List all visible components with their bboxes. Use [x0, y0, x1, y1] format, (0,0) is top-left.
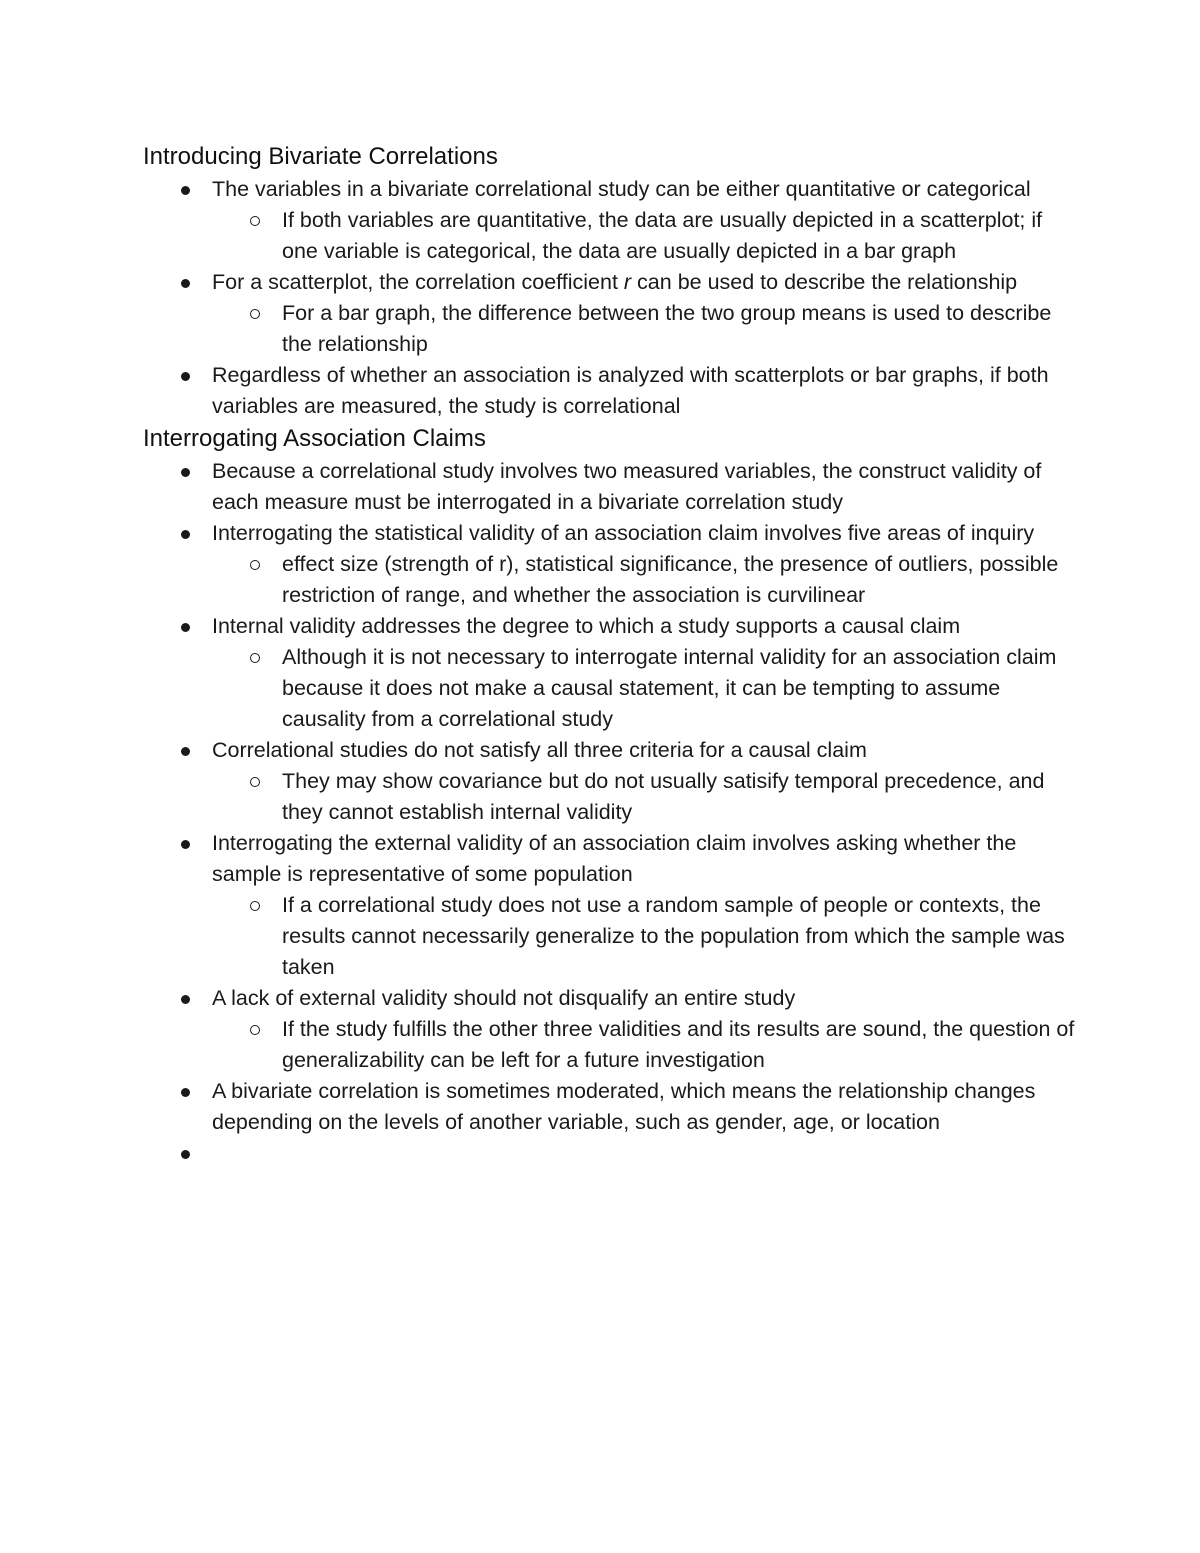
hollow-bullet-icon: [250, 309, 260, 319]
sub-list-item: [212, 1014, 1083, 1076]
document-page: [143, 140, 1083, 1178]
sub-list-item: [212, 766, 1083, 828]
text-run: For a scatterplot, the correlation coefficient: [212, 270, 624, 294]
sub-list-item-text: effect size (strength of r), statistical significance, the presence of outliers, possible restriction of range, and whether the association is curvilinear: [282, 552, 1059, 607]
bullet-list: [143, 456, 1083, 1178]
sub-list-item-text: If a correlational study does not use a random sample of people or contexts, the results cannot necessarily generalize to the population from which the sample was taken: [282, 893, 1065, 979]
list-item-text: A lack of external validity should not disqualify an entire study: [212, 986, 796, 1010]
list-item-text: Internal validity addresses the degree to which a study supports a causal claim: [212, 614, 961, 638]
bullet-icon: [181, 1088, 190, 1097]
sub-bullet-list: [212, 766, 1083, 828]
list-item: [143, 735, 1083, 828]
sub-list-item: [212, 549, 1083, 611]
italic-variable: r: [623, 270, 632, 294]
bullet-icon: [181, 747, 190, 756]
list-item-text: A bivariate correlation is sometimes moderated, which means the relationship changes depending on the levels of another variable, such as gender, age, or location: [212, 1079, 1036, 1134]
list-item-text: [212, 270, 1017, 294]
list-item: [143, 518, 1083, 611]
list-item-text: Correlational studies do not satisfy all three criteria for a causal claim: [212, 738, 867, 762]
bullet-icon: [181, 840, 190, 849]
list-item: [143, 983, 1083, 1076]
text-run: can be used to describe the relationship: [631, 270, 1018, 294]
section-heading: Interrogating Association Claims: [143, 425, 486, 452]
sub-bullet-list: [212, 1014, 1083, 1076]
bullet-icon: [181, 623, 190, 632]
bullet-list: [143, 174, 1083, 422]
bullet-icon: [181, 995, 190, 1004]
hollow-bullet-icon: [250, 777, 260, 787]
bullet-icon: [181, 530, 190, 539]
empty-list-item: [143, 1138, 1083, 1178]
list-item: [143, 360, 1083, 422]
hollow-bullet-icon: [250, 653, 260, 663]
sub-list-item-text: Although it is not necessary to interrogate internal validity for an association claim because it does not make a causal statement, it can be tempting to assume causality from a correlational study: [282, 645, 1057, 731]
sub-list-item: [212, 642, 1083, 735]
bullet-icon: [181, 468, 190, 477]
sub-bullet-list: [212, 205, 1083, 267]
list-item-text: Interrogating the external validity of an association claim involves asking whether the sample is representative of some population: [212, 831, 1017, 886]
list-item: [143, 611, 1083, 735]
bullet-icon: [181, 372, 190, 381]
sub-list-item: [212, 205, 1083, 267]
hollow-bullet-icon: [250, 1025, 260, 1035]
sub-list-item: [212, 298, 1083, 360]
bullet-icon: [181, 186, 190, 195]
bullet-icon: [181, 279, 190, 288]
list-item-text: Because a correlational study involves two measured variables, the construct validity of each measure must be interrogated in a bivariate correlation study: [212, 459, 1042, 514]
list-item-text: Regardless of whether an association is analyzed with scatterplots or bar graphs, if both variables are measured, the study is correlational: [212, 363, 1049, 418]
sub-bullet-list: [212, 549, 1083, 611]
sub-list-item: [212, 890, 1083, 983]
list-item: [143, 267, 1083, 360]
sub-list-item-text: If the study fulfills the other three validities and its results are sound, the question of generalizability can be left for a future investigation: [282, 1017, 1075, 1072]
list-item: [143, 174, 1083, 267]
list-item-text: The variables in a bivariate correlational study can be either quantitative or categorical: [212, 177, 1031, 201]
hollow-bullet-icon: [250, 901, 260, 911]
hollow-bullet-icon: [250, 216, 260, 226]
sub-bullet-list: [212, 642, 1083, 735]
hollow-bullet-icon: [250, 560, 260, 570]
list-item: [143, 828, 1083, 983]
sub-bullet-list: [212, 890, 1083, 983]
sub-list-item-text: They may show covariance but do not usually satisify temporal precedence, and they cannot establish internal validity: [282, 769, 1045, 824]
sub-list-item-text: For a bar graph, the difference between the two group means is used to describe the relationship: [282, 301, 1052, 356]
list-item: [143, 456, 1083, 518]
bullet-icon: [181, 1150, 190, 1159]
section-heading: Introducing Bivariate Correlations: [143, 143, 498, 170]
sub-list-item-text: If both variables are quantitative, the data are usually depicted in a scatterplot; if one variable is categorical, the data are usually depicted in a bar graph: [282, 208, 1043, 263]
list-item-text: Interrogating the statistical validity of an association claim involves five areas of inquiry: [212, 521, 1035, 545]
list-item: [143, 1076, 1083, 1138]
sub-bullet-list: [212, 298, 1083, 360]
